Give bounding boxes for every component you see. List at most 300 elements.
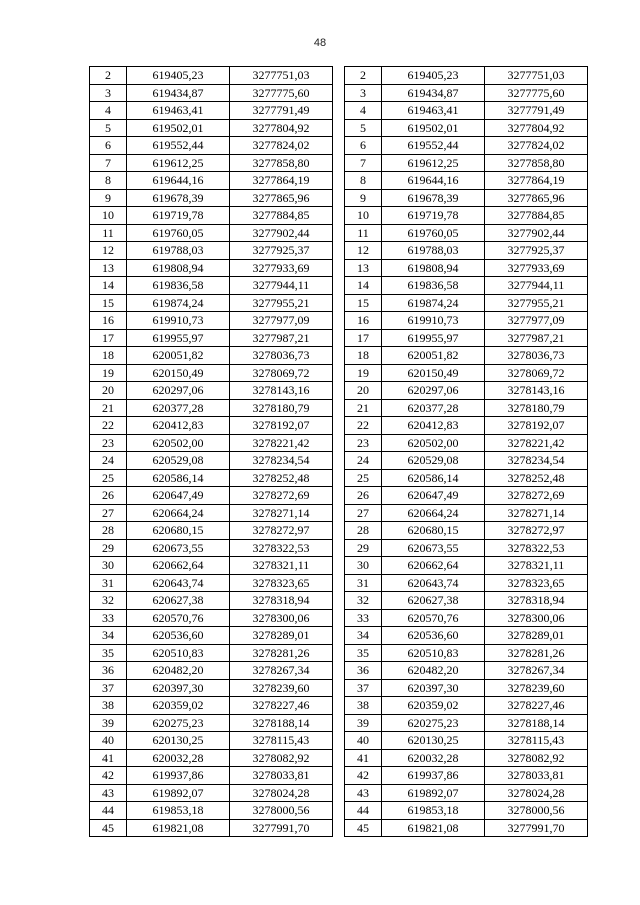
- x-coordinate-cell: 619678,39: [382, 189, 485, 207]
- point-number-cell: 33: [345, 609, 382, 627]
- table-row: [345, 767, 588, 785]
- point-number-cell: 29: [90, 539, 127, 557]
- point-number-cell: 8: [90, 172, 127, 190]
- point-number-cell: 19: [345, 364, 382, 382]
- table-row: [345, 714, 588, 732]
- y-coordinate-cell: 3278272,97: [230, 522, 333, 540]
- y-coordinate-cell: 3277775,60: [230, 84, 333, 102]
- y-coordinate-cell: 3278036,73: [485, 347, 588, 365]
- point-number-cell: 8: [345, 172, 382, 190]
- y-coordinate-cell: 3277791,49: [485, 102, 588, 120]
- point-number-cell: 37: [345, 679, 382, 697]
- table-row: [90, 749, 333, 767]
- point-number-cell: 33: [90, 609, 127, 627]
- point-number-cell: 40: [345, 732, 382, 750]
- point-number-cell: 13: [345, 259, 382, 277]
- y-coordinate-cell: 3277991,70: [230, 819, 333, 837]
- coordinates-table-right-body: [345, 67, 588, 837]
- point-number-cell: 30: [90, 557, 127, 575]
- table-row: [90, 329, 333, 347]
- y-coordinate-cell: 3277902,44: [485, 224, 588, 242]
- table-row: [345, 364, 588, 382]
- y-coordinate-cell: 3278239,60: [230, 679, 333, 697]
- point-number-cell: 34: [90, 627, 127, 645]
- table-row: [345, 732, 588, 750]
- point-number-cell: 40: [90, 732, 127, 750]
- x-coordinate-cell: 620529,08: [127, 452, 230, 470]
- x-coordinate-cell: 620510,83: [382, 644, 485, 662]
- table-row: [345, 522, 588, 540]
- table-row: [345, 609, 588, 627]
- table-row: [345, 172, 588, 190]
- table-row: [345, 819, 588, 837]
- x-coordinate-cell: 620570,76: [382, 609, 485, 627]
- y-coordinate-cell: 3278272,97: [485, 522, 588, 540]
- table-row: [90, 259, 333, 277]
- x-coordinate-cell: 620536,60: [382, 627, 485, 645]
- table-row: [345, 434, 588, 452]
- x-coordinate-cell: 620680,15: [127, 522, 230, 540]
- table-row: [345, 574, 588, 592]
- x-coordinate-cell: 620673,55: [127, 539, 230, 557]
- x-coordinate-cell: 619760,05: [127, 224, 230, 242]
- point-number-cell: 26: [345, 487, 382, 505]
- table-row: [345, 382, 588, 400]
- x-coordinate-cell: 619644,16: [127, 172, 230, 190]
- point-number-cell: 4: [345, 102, 382, 120]
- x-coordinate-cell: 620397,30: [127, 679, 230, 697]
- table-row: [345, 329, 588, 347]
- point-number-cell: 43: [90, 784, 127, 802]
- point-number-cell: 7: [345, 154, 382, 172]
- table-row: [345, 102, 588, 120]
- y-coordinate-cell: 3277977,09: [230, 312, 333, 330]
- x-coordinate-cell: 619874,24: [382, 294, 485, 312]
- x-coordinate-cell: 619644,16: [382, 172, 485, 190]
- table-row: [345, 312, 588, 330]
- point-number-cell: 12: [90, 242, 127, 260]
- x-coordinate-cell: 619719,78: [382, 207, 485, 225]
- table-row: [345, 242, 588, 260]
- point-number-cell: 35: [345, 644, 382, 662]
- coordinates-table-left: [89, 66, 333, 837]
- y-coordinate-cell: 3278143,16: [230, 382, 333, 400]
- point-number-cell: 20: [345, 382, 382, 400]
- x-coordinate-cell: 620680,15: [382, 522, 485, 540]
- y-coordinate-cell: 3277955,21: [230, 294, 333, 312]
- table-row: [90, 697, 333, 715]
- x-coordinate-cell: 620130,25: [127, 732, 230, 750]
- y-coordinate-cell: 3278036,73: [230, 347, 333, 365]
- table-row: [345, 294, 588, 312]
- table-row: [345, 749, 588, 767]
- point-number-cell: 3: [345, 84, 382, 102]
- table-row: [90, 627, 333, 645]
- y-coordinate-cell: 3278227,46: [485, 697, 588, 715]
- y-coordinate-cell: 3278227,46: [230, 697, 333, 715]
- table-row: [345, 802, 588, 820]
- table-row: [90, 382, 333, 400]
- y-coordinate-cell: 3277858,80: [230, 154, 333, 172]
- y-coordinate-cell: 3278115,43: [230, 732, 333, 750]
- y-coordinate-cell: 3278281,26: [485, 644, 588, 662]
- point-number-cell: 24: [345, 452, 382, 470]
- x-coordinate-cell: 619808,94: [127, 259, 230, 277]
- point-number-cell: 14: [345, 277, 382, 295]
- x-coordinate-cell: 619788,03: [382, 242, 485, 260]
- y-coordinate-cell: 3277933,69: [485, 259, 588, 277]
- point-number-cell: 9: [345, 189, 382, 207]
- table-row: [345, 487, 588, 505]
- table-row: [345, 784, 588, 802]
- table-row: [345, 399, 588, 417]
- point-number-cell: 31: [90, 574, 127, 592]
- table-row: [90, 819, 333, 837]
- y-coordinate-cell: 3278234,54: [230, 452, 333, 470]
- x-coordinate-cell: 620570,76: [127, 609, 230, 627]
- point-number-cell: 34: [345, 627, 382, 645]
- x-coordinate-cell: 620536,60: [127, 627, 230, 645]
- y-coordinate-cell: 3277864,19: [230, 172, 333, 190]
- x-coordinate-cell: 620412,83: [127, 417, 230, 435]
- table-row: [90, 487, 333, 505]
- table-row: [90, 347, 333, 365]
- y-coordinate-cell: 3278069,72: [230, 364, 333, 382]
- y-coordinate-cell: 3277804,92: [230, 119, 333, 137]
- table-row: [90, 557, 333, 575]
- x-coordinate-cell: 619405,23: [127, 67, 230, 85]
- coordinates-table-right: [344, 66, 588, 837]
- y-coordinate-cell: 3277884,85: [230, 207, 333, 225]
- point-number-cell: 10: [345, 207, 382, 225]
- point-number-cell: 11: [345, 224, 382, 242]
- x-coordinate-cell: 620664,24: [127, 504, 230, 522]
- table-row: [345, 469, 588, 487]
- y-coordinate-cell: 3277925,37: [230, 242, 333, 260]
- point-number-cell: 45: [90, 819, 127, 837]
- y-coordinate-cell: 3277804,92: [485, 119, 588, 137]
- point-number-cell: 10: [90, 207, 127, 225]
- x-coordinate-cell: 620397,30: [382, 679, 485, 697]
- y-coordinate-cell: 3278234,54: [485, 452, 588, 470]
- x-coordinate-cell: 620297,06: [127, 382, 230, 400]
- table-row: [90, 224, 333, 242]
- y-coordinate-cell: 3277987,21: [230, 329, 333, 347]
- table-row: [90, 364, 333, 382]
- y-coordinate-cell: 3278033,81: [485, 767, 588, 785]
- x-coordinate-cell: 620150,49: [127, 364, 230, 382]
- y-coordinate-cell: 3278024,28: [485, 784, 588, 802]
- x-coordinate-cell: 619434,87: [127, 84, 230, 102]
- point-number-cell: 4: [90, 102, 127, 120]
- x-coordinate-cell: 620412,83: [382, 417, 485, 435]
- y-coordinate-cell: 3277944,11: [485, 277, 588, 295]
- y-coordinate-cell: 3278318,94: [230, 592, 333, 610]
- y-coordinate-cell: 3278000,56: [230, 802, 333, 820]
- table-row: [90, 137, 333, 155]
- table-row: [345, 67, 588, 85]
- x-coordinate-cell: 619719,78: [127, 207, 230, 225]
- x-coordinate-cell: 619937,86: [127, 767, 230, 785]
- x-coordinate-cell: 619853,18: [382, 802, 485, 820]
- table-row: [90, 312, 333, 330]
- y-coordinate-cell: 3278143,16: [485, 382, 588, 400]
- x-coordinate-cell: 619955,97: [382, 329, 485, 347]
- point-number-cell: 32: [90, 592, 127, 610]
- y-coordinate-cell: 3277751,03: [485, 67, 588, 85]
- table-row: [345, 189, 588, 207]
- x-coordinate-cell: 620359,02: [382, 697, 485, 715]
- coordinates-table-left-body: [90, 67, 333, 837]
- y-coordinate-cell: 3278024,28: [230, 784, 333, 802]
- y-coordinate-cell: 3278188,14: [230, 714, 333, 732]
- point-number-cell: 41: [90, 749, 127, 767]
- x-coordinate-cell: 620502,00: [382, 434, 485, 452]
- y-coordinate-cell: 3277933,69: [230, 259, 333, 277]
- point-number-cell: 20: [90, 382, 127, 400]
- y-coordinate-cell: 3278033,81: [230, 767, 333, 785]
- table-row: [345, 277, 588, 295]
- table-row: [90, 662, 333, 680]
- table-row: [90, 732, 333, 750]
- y-coordinate-cell: 3278188,14: [485, 714, 588, 732]
- x-coordinate-cell: 620662,64: [382, 557, 485, 575]
- x-coordinate-cell: 619788,03: [127, 242, 230, 260]
- table-row: [90, 452, 333, 470]
- table-row: [345, 452, 588, 470]
- page-number: 48: [313, 37, 327, 49]
- point-number-cell: 45: [345, 819, 382, 837]
- x-coordinate-cell: 620297,06: [382, 382, 485, 400]
- y-coordinate-cell: 3277775,60: [485, 84, 588, 102]
- y-coordinate-cell: 3278192,07: [230, 417, 333, 435]
- x-coordinate-cell: 620673,55: [382, 539, 485, 557]
- y-coordinate-cell: 3278289,01: [230, 627, 333, 645]
- y-coordinate-cell: 3278322,53: [230, 539, 333, 557]
- point-number-cell: 21: [90, 399, 127, 417]
- point-number-cell: 41: [345, 749, 382, 767]
- y-coordinate-cell: 3277987,21: [485, 329, 588, 347]
- y-coordinate-cell: 3278239,60: [485, 679, 588, 697]
- y-coordinate-cell: 3278321,11: [485, 557, 588, 575]
- point-number-cell: 42: [345, 767, 382, 785]
- y-coordinate-cell: 3277751,03: [230, 67, 333, 85]
- table-row: [345, 154, 588, 172]
- x-coordinate-cell: 619405,23: [382, 67, 485, 85]
- x-coordinate-cell: 619892,07: [127, 784, 230, 802]
- y-coordinate-cell: 3278252,48: [485, 469, 588, 487]
- y-coordinate-cell: 3278323,65: [230, 574, 333, 592]
- table-row: [90, 119, 333, 137]
- point-number-cell: 2: [345, 67, 382, 85]
- table-row: [90, 399, 333, 417]
- x-coordinate-cell: 620586,14: [382, 469, 485, 487]
- table-row: [345, 592, 588, 610]
- point-number-cell: 44: [345, 802, 382, 820]
- x-coordinate-cell: 619552,44: [382, 137, 485, 155]
- point-number-cell: 21: [345, 399, 382, 417]
- x-coordinate-cell: 619892,07: [382, 784, 485, 802]
- point-number-cell: 9: [90, 189, 127, 207]
- y-coordinate-cell: 3278322,53: [485, 539, 588, 557]
- y-coordinate-cell: 3277955,21: [485, 294, 588, 312]
- table-row: [90, 189, 333, 207]
- point-number-cell: 38: [345, 697, 382, 715]
- table-row: [90, 539, 333, 557]
- y-coordinate-cell: 3278180,79: [485, 399, 588, 417]
- y-coordinate-cell: 3278221,42: [230, 434, 333, 452]
- y-coordinate-cell: 3278221,42: [485, 434, 588, 452]
- table-row: [90, 67, 333, 85]
- point-number-cell: 17: [90, 329, 127, 347]
- x-coordinate-cell: 619853,18: [127, 802, 230, 820]
- x-coordinate-cell: 620377,28: [127, 399, 230, 417]
- y-coordinate-cell: 3278271,14: [230, 504, 333, 522]
- point-number-cell: 11: [90, 224, 127, 242]
- y-coordinate-cell: 3278115,43: [485, 732, 588, 750]
- y-coordinate-cell: 3277944,11: [230, 277, 333, 295]
- y-coordinate-cell: 3278272,69: [485, 487, 588, 505]
- point-number-cell: 18: [90, 347, 127, 365]
- y-coordinate-cell: 3278069,72: [485, 364, 588, 382]
- point-number-cell: 12: [345, 242, 382, 260]
- point-number-cell: 6: [345, 137, 382, 155]
- point-number-cell: 24: [90, 452, 127, 470]
- table-row: [345, 627, 588, 645]
- table-row: [345, 224, 588, 242]
- point-number-cell: 26: [90, 487, 127, 505]
- point-number-cell: 13: [90, 259, 127, 277]
- point-number-cell: 27: [345, 504, 382, 522]
- point-number-cell: 7: [90, 154, 127, 172]
- point-number-cell: 5: [345, 119, 382, 137]
- table-row: [90, 172, 333, 190]
- table-row: [90, 714, 333, 732]
- table-row: [90, 207, 333, 225]
- point-number-cell: 39: [90, 714, 127, 732]
- point-number-cell: 30: [345, 557, 382, 575]
- y-coordinate-cell: 3277858,80: [485, 154, 588, 172]
- x-coordinate-cell: 620510,83: [127, 644, 230, 662]
- y-coordinate-cell: 3278281,26: [230, 644, 333, 662]
- x-coordinate-cell: 620150,49: [382, 364, 485, 382]
- table-row: [90, 84, 333, 102]
- x-coordinate-cell: 619821,08: [382, 819, 485, 837]
- x-coordinate-cell: 620482,20: [127, 662, 230, 680]
- point-number-cell: 23: [90, 434, 127, 452]
- table-row: [345, 504, 588, 522]
- point-number-cell: 5: [90, 119, 127, 137]
- table-row: [90, 417, 333, 435]
- x-coordinate-cell: 620032,28: [382, 749, 485, 767]
- x-coordinate-cell: 620275,23: [382, 714, 485, 732]
- table-row: [90, 574, 333, 592]
- point-number-cell: 35: [90, 644, 127, 662]
- point-number-cell: 22: [90, 417, 127, 435]
- table-row: [345, 539, 588, 557]
- point-number-cell: 32: [345, 592, 382, 610]
- point-number-cell: 25: [90, 469, 127, 487]
- x-coordinate-cell: 620482,20: [382, 662, 485, 680]
- table-row: [90, 469, 333, 487]
- x-coordinate-cell: 619760,05: [382, 224, 485, 242]
- point-number-cell: 27: [90, 504, 127, 522]
- y-coordinate-cell: 3277865,96: [485, 189, 588, 207]
- point-number-cell: 36: [90, 662, 127, 680]
- x-coordinate-cell: 620377,28: [382, 399, 485, 417]
- point-number-cell: 15: [90, 294, 127, 312]
- y-coordinate-cell: 3277925,37: [485, 242, 588, 260]
- x-coordinate-cell: 619836,58: [382, 277, 485, 295]
- point-number-cell: 23: [345, 434, 382, 452]
- y-coordinate-cell: 3277884,85: [485, 207, 588, 225]
- point-number-cell: 2: [90, 67, 127, 85]
- table-row: [345, 679, 588, 697]
- y-coordinate-cell: 3277824,02: [230, 137, 333, 155]
- table-row: [90, 784, 333, 802]
- x-coordinate-cell: 619955,97: [127, 329, 230, 347]
- x-coordinate-cell: 620643,74: [382, 574, 485, 592]
- x-coordinate-cell: 620643,74: [127, 574, 230, 592]
- x-coordinate-cell: 619821,08: [127, 819, 230, 837]
- x-coordinate-cell: 619612,25: [382, 154, 485, 172]
- x-coordinate-cell: 619937,86: [382, 767, 485, 785]
- table-row: [345, 347, 588, 365]
- x-coordinate-cell: 619463,41: [127, 102, 230, 120]
- table-row: [345, 259, 588, 277]
- table-row: [90, 154, 333, 172]
- y-coordinate-cell: 3277865,96: [230, 189, 333, 207]
- x-coordinate-cell: 619463,41: [382, 102, 485, 120]
- table-row: [345, 697, 588, 715]
- table-row: [345, 137, 588, 155]
- x-coordinate-cell: 619502,01: [127, 119, 230, 137]
- point-number-cell: 38: [90, 697, 127, 715]
- point-number-cell: 25: [345, 469, 382, 487]
- y-coordinate-cell: 3277977,09: [485, 312, 588, 330]
- point-number-cell: 39: [345, 714, 382, 732]
- table-row: [90, 802, 333, 820]
- x-coordinate-cell: 620647,49: [382, 487, 485, 505]
- table-row: [345, 662, 588, 680]
- x-coordinate-cell: 620359,02: [127, 697, 230, 715]
- x-coordinate-cell: 619502,01: [382, 119, 485, 137]
- table-row: [90, 592, 333, 610]
- point-number-cell: 17: [345, 329, 382, 347]
- x-coordinate-cell: 619836,58: [127, 277, 230, 295]
- x-coordinate-cell: 619874,24: [127, 294, 230, 312]
- point-number-cell: 14: [90, 277, 127, 295]
- point-number-cell: 19: [90, 364, 127, 382]
- x-coordinate-cell: 620647,49: [127, 487, 230, 505]
- table-row: [90, 644, 333, 662]
- point-number-cell: 31: [345, 574, 382, 592]
- y-coordinate-cell: 3278192,07: [485, 417, 588, 435]
- table-row: [90, 102, 333, 120]
- table-row: [90, 679, 333, 697]
- point-number-cell: 15: [345, 294, 382, 312]
- table-row: [90, 242, 333, 260]
- x-coordinate-cell: 620662,64: [127, 557, 230, 575]
- x-coordinate-cell: 619552,44: [127, 137, 230, 155]
- x-coordinate-cell: 619434,87: [382, 84, 485, 102]
- y-coordinate-cell: 3278321,11: [230, 557, 333, 575]
- point-number-cell: 44: [90, 802, 127, 820]
- point-number-cell: 16: [345, 312, 382, 330]
- y-coordinate-cell: 3278323,65: [485, 574, 588, 592]
- table-row: [345, 207, 588, 225]
- y-coordinate-cell: 3278082,92: [230, 749, 333, 767]
